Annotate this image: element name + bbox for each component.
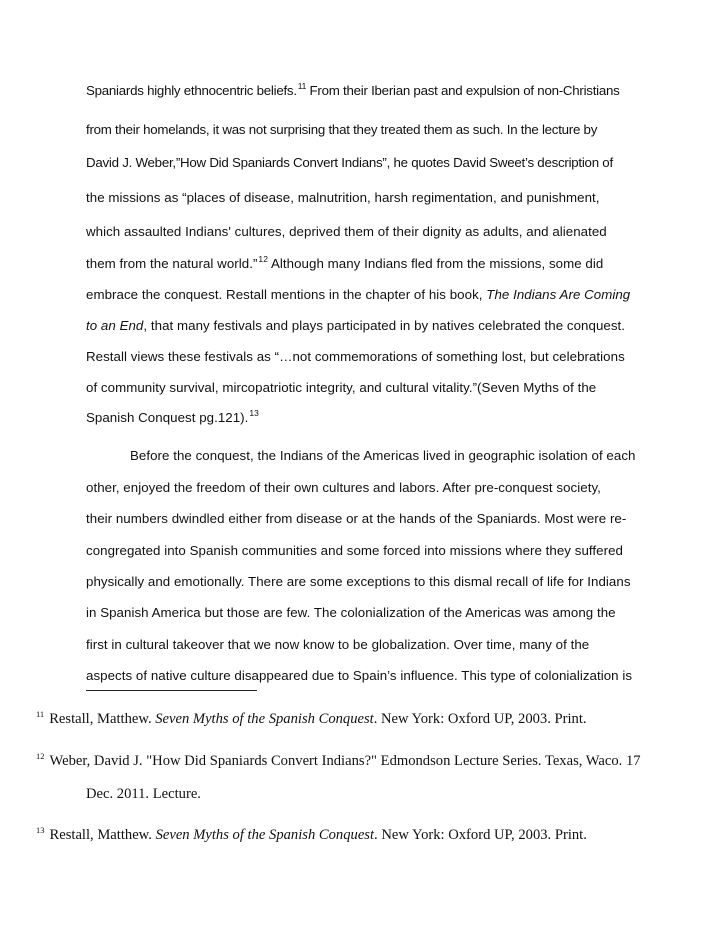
text: Restall, Matthew. — [49, 711, 156, 727]
footnote-number: 12 — [36, 751, 45, 761]
body-line-14: their numbers dwindled either from disease or at the hands of the Spaniards. Most were re- — [86, 511, 627, 526]
footnote-12-continuation: Dec. 2011. Lecture. — [86, 786, 201, 802]
book-title: The Indians Are Coming — [486, 287, 631, 302]
footnote-13 — [36, 827, 587, 844]
footnote-ref-11[interactable]: 11 — [297, 81, 307, 91]
body-line-10: of community survival, mircopatriotic integrity, and cultural vitality.”(Seven Myths of the — [86, 380, 597, 395]
footnote-12 — [36, 753, 641, 770]
body-line-3: David J. Weber,”How Did Spaniards Convert Indians”, he quotes David Sweet’s description of — [86, 155, 613, 170]
body-line-12: Before the conquest, the Indians of the Americas lived in geographic isolation of each — [130, 448, 636, 463]
text: Although many Indians fled from the missions, some did — [267, 256, 604, 271]
book-title: Seven Myths of the Spanish Conquest — [155, 711, 374, 727]
body-line-2: from their homelands, it was not surprising that they treated them as such. In the lecture by — [86, 122, 598, 137]
body-line-1 — [86, 83, 620, 98]
body-line-11 — [86, 410, 259, 425]
body-line-13: other, enjoyed the freedom of their own cultures and labors. After pre-conquest society, — [86, 480, 601, 495]
body-line-17: in Spanish America but those are few. The colonialization of the Americas was among the — [86, 605, 616, 620]
text: Weber, David J. "How Did Spaniards Convert Indians?" Edmondson Lecture Series. Texas, Waco. 17 — [49, 753, 641, 769]
book-title: to an End — [86, 318, 144, 333]
text: them from the natural world.” — [86, 256, 258, 271]
body-line-16: physically and emotionally. There are some exceptions to this dismal recall of life for Indians — [86, 574, 631, 589]
text: Spaniards highly ethnocentric beliefs. — [86, 83, 297, 98]
text: Spanish Conquest pg.121). — [86, 410, 249, 425]
footnote-ref-13[interactable]: 13 — [249, 408, 259, 418]
text: Restall, Matthew. — [49, 827, 156, 843]
text: embrace the conquest. Restall mentions in the chapter of his book, — [86, 287, 487, 302]
text: . New York: Oxford UP, 2003. Print. — [374, 827, 587, 843]
text: From their Iberian past and expulsion of non-Christians — [306, 83, 620, 98]
body-line-5: which assaulted Indians' cultures, deprived them of their dignity as adults, and alienated — [86, 224, 607, 239]
footnote-number: 11 — [36, 709, 45, 719]
body-line-4: the missions as “places of disease, malnutrition, harsh regimentation, and punishment, — [86, 190, 600, 205]
body-line-7 — [86, 287, 630, 302]
footnote-separator — [86, 690, 257, 691]
body-line-19: aspects of native culture disappeared due to Spain’s influence. This type of colonialization is — [86, 668, 633, 683]
footnote-ref-12[interactable]: 12 — [258, 254, 268, 264]
text: , that many festivals and plays participated in by natives celebrated the conquest. — [143, 318, 626, 333]
body-line-9: Restall views these festivals as “…not commemorations of something lost, but celebrations — [86, 349, 625, 364]
footnote-number: 13 — [36, 825, 45, 835]
footnote-11 — [36, 711, 587, 728]
body-line-6 — [86, 256, 603, 271]
body-line-8 — [86, 318, 625, 333]
body-line-15: congregated into Spanish communities and some forced into missions where they suffered — [86, 543, 623, 558]
text: . New York: Oxford UP, 2003. Print. — [373, 711, 587, 727]
book-title: Seven Myths of the Spanish Conquest — [155, 827, 375, 843]
body-line-18: first in cultural takeover that we now know to be globalization. Over time, many of the — [86, 637, 590, 652]
